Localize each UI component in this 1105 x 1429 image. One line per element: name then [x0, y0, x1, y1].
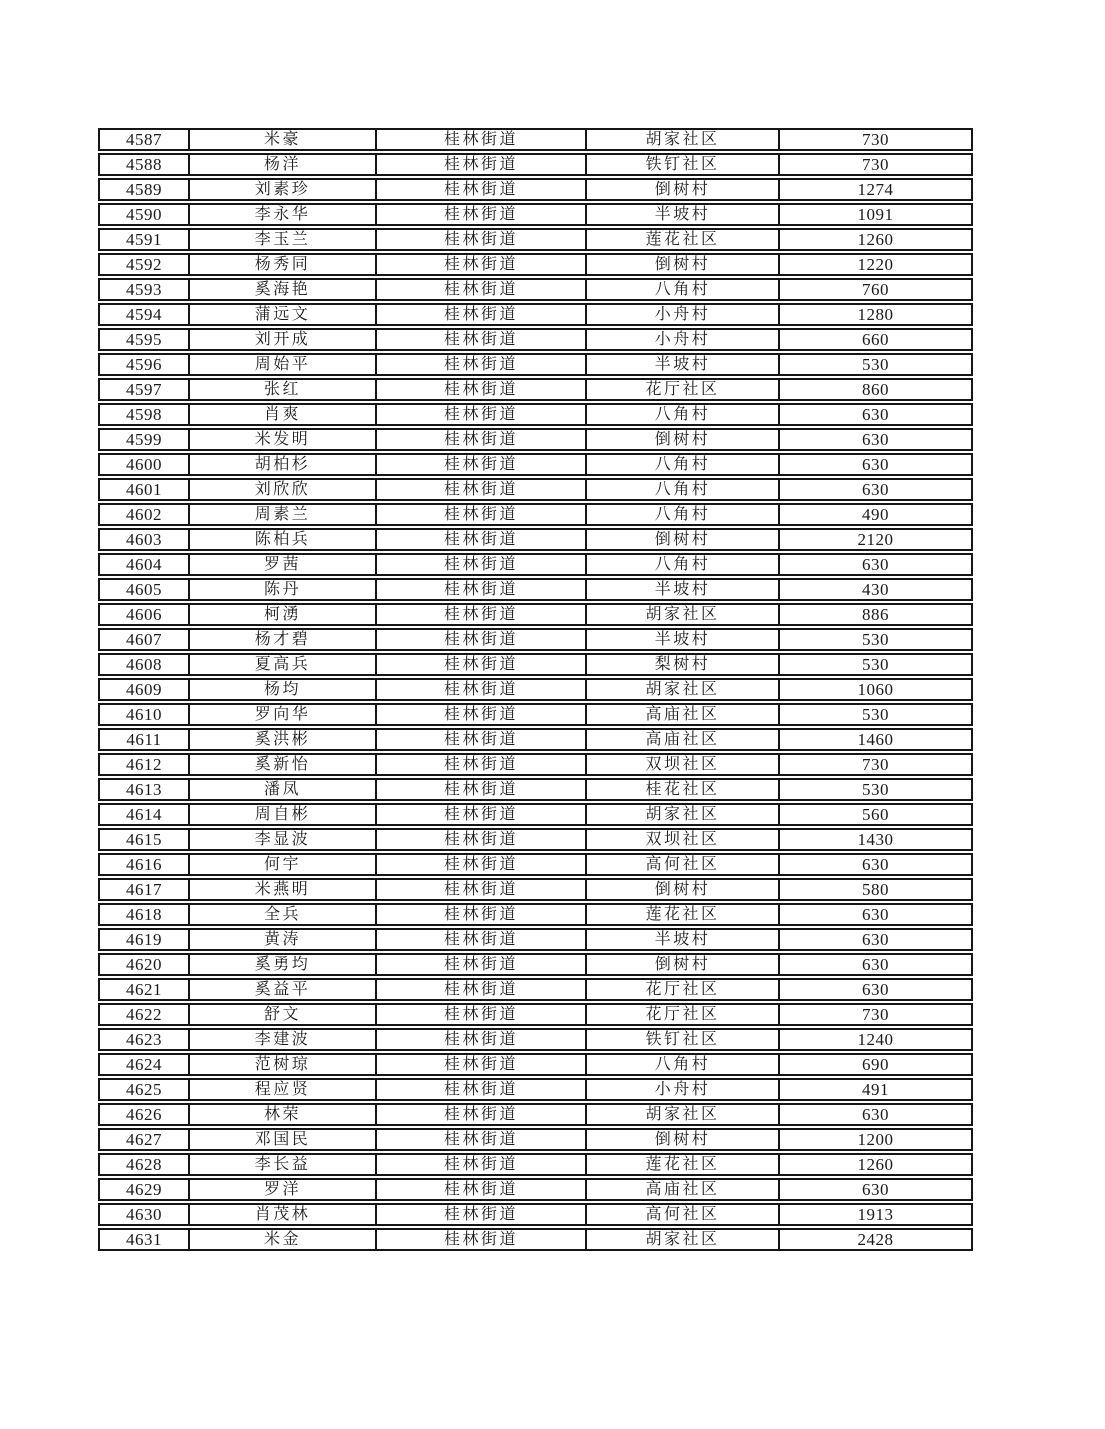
- amount-cell: 730: [780, 1003, 973, 1026]
- village-cell: 高何社区: [587, 853, 780, 876]
- street-cell: 桂林街道: [377, 328, 587, 351]
- street-cell: 桂林街道: [377, 603, 587, 626]
- street-cell: 桂林街道: [377, 478, 587, 501]
- table-row: [98, 1028, 973, 1051]
- amount-cell: 560: [780, 803, 973, 826]
- person-name-cell: 范树琼: [190, 1053, 377, 1076]
- serial-number-cell: 4625: [98, 1078, 190, 1101]
- village-cell: 半坡村: [587, 628, 780, 651]
- table-row: [98, 803, 973, 826]
- serial-number-cell: 4629: [98, 1178, 190, 1201]
- serial-number-cell: 4612: [98, 753, 190, 776]
- table-row: [98, 203, 973, 226]
- village-cell: 高庙社区: [587, 728, 780, 751]
- person-name-cell: 全兵: [190, 903, 377, 926]
- street-cell: 桂林街道: [377, 653, 587, 676]
- amount-cell: 530: [780, 628, 973, 651]
- village-cell: 双坝社区: [587, 828, 780, 851]
- table-row: [98, 178, 973, 201]
- street-cell: 桂林街道: [377, 1078, 587, 1101]
- amount-cell: 1274: [780, 178, 973, 201]
- table-row: [98, 1053, 973, 1076]
- person-name-cell: 刘素珍: [190, 178, 377, 201]
- street-cell: 桂林街道: [377, 378, 587, 401]
- person-name-cell: 张红: [190, 378, 377, 401]
- village-cell: 倒树村: [587, 878, 780, 901]
- amount-cell: 690: [780, 1053, 973, 1076]
- amount-cell: 430: [780, 578, 973, 601]
- table-row: [98, 628, 973, 651]
- amount-cell: 630: [780, 1103, 973, 1126]
- street-cell: 桂林街道: [377, 153, 587, 176]
- person-name-cell: 杨均: [190, 678, 377, 701]
- person-name-cell: 奚勇均: [190, 953, 377, 976]
- table-row: [98, 1128, 973, 1151]
- street-cell: 桂林街道: [377, 703, 587, 726]
- person-name-cell: 柯湧: [190, 603, 377, 626]
- village-cell: 梨树村: [587, 653, 780, 676]
- amount-cell: 630: [780, 1178, 973, 1201]
- serial-number-cell: 4596: [98, 353, 190, 376]
- village-cell: 铁钉社区: [587, 1028, 780, 1051]
- street-cell: 桂林街道: [377, 203, 587, 226]
- village-cell: 半坡村: [587, 353, 780, 376]
- serial-number-cell: 4626: [98, 1103, 190, 1126]
- serial-number-cell: 4619: [98, 928, 190, 951]
- person-name-cell: 罗向华: [190, 703, 377, 726]
- amount-cell: 886: [780, 603, 973, 626]
- amount-cell: 630: [780, 928, 973, 951]
- serial-number-cell: 4589: [98, 178, 190, 201]
- street-cell: 桂林街道: [377, 953, 587, 976]
- serial-number-cell: 4611: [98, 728, 190, 751]
- amount-cell: 1913: [780, 1203, 973, 1226]
- street-cell: 桂林街道: [377, 978, 587, 1001]
- person-name-cell: 李建波: [190, 1028, 377, 1051]
- serial-number-cell: 4631: [98, 1228, 190, 1251]
- person-name-cell: 陈丹: [190, 578, 377, 601]
- street-cell: 桂林街道: [377, 528, 587, 551]
- village-cell: 花厅社区: [587, 978, 780, 1001]
- table-row: [98, 278, 973, 301]
- serial-number-cell: 4603: [98, 528, 190, 551]
- amount-cell: 630: [780, 453, 973, 476]
- village-cell: 双坝社区: [587, 753, 780, 776]
- village-cell: 莲花社区: [587, 1153, 780, 1176]
- amount-cell: 860: [780, 378, 973, 401]
- table-row: [98, 328, 973, 351]
- table-row: [98, 1078, 973, 1101]
- person-name-cell: 刘欣欣: [190, 478, 377, 501]
- street-cell: 桂林街道: [377, 228, 587, 251]
- village-cell: 高庙社区: [587, 1178, 780, 1201]
- street-cell: 桂林街道: [377, 253, 587, 276]
- street-cell: 桂林街道: [377, 828, 587, 851]
- serial-number-cell: 4605: [98, 578, 190, 601]
- person-name-cell: 罗洋: [190, 1178, 377, 1201]
- amount-cell: 1460: [780, 728, 973, 751]
- street-cell: 桂林街道: [377, 1228, 587, 1251]
- table-row: [98, 453, 973, 476]
- serial-number-cell: 4624: [98, 1053, 190, 1076]
- village-cell: 半坡村: [587, 203, 780, 226]
- village-cell: 八角村: [587, 1053, 780, 1076]
- amount-cell: 630: [780, 978, 973, 1001]
- street-cell: 桂林街道: [377, 1103, 587, 1126]
- serial-number-cell: 4592: [98, 253, 190, 276]
- serial-number-cell: 4620: [98, 953, 190, 976]
- serial-number-cell: 4594: [98, 303, 190, 326]
- table-row: [98, 1153, 973, 1176]
- table-row: [98, 428, 973, 451]
- village-cell: 胡家社区: [587, 1103, 780, 1126]
- village-cell: 倒树村: [587, 178, 780, 201]
- street-cell: 桂林街道: [377, 1128, 587, 1151]
- village-cell: 铁钉社区: [587, 153, 780, 176]
- person-name-cell: 杨洋: [190, 153, 377, 176]
- street-cell: 桂林街道: [377, 278, 587, 301]
- street-cell: 桂林街道: [377, 628, 587, 651]
- serial-number-cell: 4630: [98, 1203, 190, 1226]
- person-name-cell: 林荣: [190, 1103, 377, 1126]
- street-cell: 桂林街道: [377, 403, 587, 426]
- village-cell: 小舟村: [587, 328, 780, 351]
- table-row: [98, 828, 973, 851]
- village-cell: 胡家社区: [587, 603, 780, 626]
- person-name-cell: 米豪: [190, 128, 377, 151]
- table-row: [98, 1228, 973, 1251]
- person-name-cell: 肖爽: [190, 403, 377, 426]
- table-row: [98, 878, 973, 901]
- amount-cell: 530: [780, 653, 973, 676]
- amount-cell: 760: [780, 278, 973, 301]
- street-cell: 桂林街道: [377, 928, 587, 951]
- table-row: [98, 903, 973, 926]
- table-row: [98, 253, 973, 276]
- serial-number-cell: 4609: [98, 678, 190, 701]
- amount-cell: 630: [780, 853, 973, 876]
- amount-cell: 2428: [780, 1228, 973, 1251]
- person-name-cell: 李玉兰: [190, 228, 377, 251]
- village-cell: 倒树村: [587, 253, 780, 276]
- table-row: [98, 753, 973, 776]
- street-cell: 桂林街道: [377, 128, 587, 151]
- street-cell: 桂林街道: [377, 728, 587, 751]
- person-name-cell: 奚海艳: [190, 278, 377, 301]
- street-cell: 桂林街道: [377, 903, 587, 926]
- table-row: [98, 1103, 973, 1126]
- person-name-cell: 米金: [190, 1228, 377, 1251]
- person-name-cell: 蒲远文: [190, 303, 377, 326]
- serial-number-cell: 4599: [98, 428, 190, 451]
- street-cell: 桂林街道: [377, 178, 587, 201]
- table-row: [98, 303, 973, 326]
- person-name-cell: 周素兰: [190, 503, 377, 526]
- village-cell: 倒树村: [587, 953, 780, 976]
- amount-cell: 1091: [780, 203, 973, 226]
- person-name-cell: 陈柏兵: [190, 528, 377, 551]
- street-cell: 桂林街道: [377, 678, 587, 701]
- table-row: [98, 578, 973, 601]
- amount-cell: 630: [780, 403, 973, 426]
- street-cell: 桂林街道: [377, 853, 587, 876]
- person-name-cell: 杨秀同: [190, 253, 377, 276]
- serial-number-cell: 4628: [98, 1153, 190, 1176]
- serial-number-cell: 4607: [98, 628, 190, 651]
- table-row: [98, 228, 973, 251]
- table-row: [98, 403, 973, 426]
- serial-number-cell: 4608: [98, 653, 190, 676]
- serial-number-cell: 4593: [98, 278, 190, 301]
- serial-number-cell: 4627: [98, 1128, 190, 1151]
- amount-cell: 1060: [780, 678, 973, 701]
- amount-cell: 1280: [780, 303, 973, 326]
- table-row: [98, 678, 973, 701]
- street-cell: 桂林街道: [377, 1003, 587, 1026]
- person-name-cell: 舒文: [190, 1003, 377, 1026]
- village-cell: 桂花社区: [587, 778, 780, 801]
- table-row: [98, 378, 973, 401]
- amount-cell: 490: [780, 503, 973, 526]
- person-name-cell: 李显波: [190, 828, 377, 851]
- village-cell: 胡家社区: [587, 128, 780, 151]
- amount-cell: 630: [780, 903, 973, 926]
- table-row: [98, 653, 973, 676]
- person-name-cell: 奚洪彬: [190, 728, 377, 751]
- village-cell: 小舟村: [587, 1078, 780, 1101]
- village-cell: 八角村: [587, 503, 780, 526]
- village-cell: 倒树村: [587, 428, 780, 451]
- serial-number-cell: 4610: [98, 703, 190, 726]
- street-cell: 桂林街道: [377, 303, 587, 326]
- street-cell: 桂林街道: [377, 803, 587, 826]
- serial-number-cell: 4601: [98, 478, 190, 501]
- street-cell: 桂林街道: [377, 1178, 587, 1201]
- village-cell: 花厅社区: [587, 378, 780, 401]
- serial-number-cell: 4591: [98, 228, 190, 251]
- person-name-cell: 李永华: [190, 203, 377, 226]
- serial-number-cell: 4621: [98, 978, 190, 1001]
- serial-number-cell: 4616: [98, 853, 190, 876]
- amount-cell: 630: [780, 428, 973, 451]
- village-cell: 八角村: [587, 553, 780, 576]
- village-cell: 高庙社区: [587, 703, 780, 726]
- village-cell: 八角村: [587, 453, 780, 476]
- record-table-body: [98, 128, 973, 1251]
- serial-number-cell: 4613: [98, 778, 190, 801]
- street-cell: 桂林街道: [377, 878, 587, 901]
- serial-number-cell: 4615: [98, 828, 190, 851]
- serial-number-cell: 4617: [98, 878, 190, 901]
- amount-cell: 491: [780, 1078, 973, 1101]
- serial-number-cell: 4590: [98, 203, 190, 226]
- street-cell: 桂林街道: [377, 553, 587, 576]
- village-cell: 八角村: [587, 278, 780, 301]
- table-row: [98, 153, 973, 176]
- village-cell: 倒树村: [587, 528, 780, 551]
- person-name-cell: 奚新怡: [190, 753, 377, 776]
- village-cell: 胡家社区: [587, 803, 780, 826]
- amount-cell: 630: [780, 553, 973, 576]
- street-cell: 桂林街道: [377, 1053, 587, 1076]
- village-cell: 胡家社区: [587, 1228, 780, 1251]
- person-name-cell: 周自彬: [190, 803, 377, 826]
- table-row: [98, 1178, 973, 1201]
- street-cell: 桂林街道: [377, 753, 587, 776]
- person-name-cell: 胡柏杉: [190, 453, 377, 476]
- table-row: [98, 503, 973, 526]
- table-row: [98, 1203, 973, 1226]
- table-row: [98, 978, 973, 1001]
- person-name-cell: 肖茂林: [190, 1203, 377, 1226]
- table-row: [98, 928, 973, 951]
- amount-cell: 630: [780, 953, 973, 976]
- amount-cell: 1260: [780, 1153, 973, 1176]
- serial-number-cell: 4614: [98, 803, 190, 826]
- person-name-cell: 周始平: [190, 353, 377, 376]
- amount-cell: 530: [780, 353, 973, 376]
- village-cell: 小舟村: [587, 303, 780, 326]
- record-table: [98, 126, 973, 1253]
- amount-cell: 630: [780, 478, 973, 501]
- amount-cell: 1240: [780, 1028, 973, 1051]
- amount-cell: 730: [780, 153, 973, 176]
- serial-number-cell: 4622: [98, 1003, 190, 1026]
- street-cell: 桂林街道: [377, 503, 587, 526]
- amount-cell: 530: [780, 703, 973, 726]
- person-name-cell: 罗茜: [190, 553, 377, 576]
- table-row: [98, 603, 973, 626]
- amount-cell: 730: [780, 128, 973, 151]
- street-cell: 桂林街道: [377, 428, 587, 451]
- village-cell: 八角村: [587, 403, 780, 426]
- serial-number-cell: 4597: [98, 378, 190, 401]
- person-name-cell: 程应贤: [190, 1078, 377, 1101]
- amount-cell: 1260: [780, 228, 973, 251]
- village-cell: 莲花社区: [587, 903, 780, 926]
- person-name-cell: 奚益平: [190, 978, 377, 1001]
- table-row: [98, 353, 973, 376]
- street-cell: 桂林街道: [377, 1028, 587, 1051]
- village-cell: 高何社区: [587, 1203, 780, 1226]
- table-row: [98, 728, 973, 751]
- village-cell: 半坡村: [587, 928, 780, 951]
- street-cell: 桂林街道: [377, 578, 587, 601]
- street-cell: 桂林街道: [377, 353, 587, 376]
- table-row: [98, 128, 973, 151]
- serial-number-cell: 4598: [98, 403, 190, 426]
- person-name-cell: 李长益: [190, 1153, 377, 1176]
- person-name-cell: 米发明: [190, 428, 377, 451]
- amount-cell: 730: [780, 753, 973, 776]
- table-row: [98, 1003, 973, 1026]
- person-name-cell: 夏高兵: [190, 653, 377, 676]
- table-row: [98, 553, 973, 576]
- serial-number-cell: 4588: [98, 153, 190, 176]
- serial-number-cell: 4600: [98, 453, 190, 476]
- serial-number-cell: 4587: [98, 128, 190, 151]
- village-cell: 半坡村: [587, 578, 780, 601]
- village-cell: 莲花社区: [587, 228, 780, 251]
- serial-number-cell: 4595: [98, 328, 190, 351]
- street-cell: 桂林街道: [377, 778, 587, 801]
- street-cell: 桂林街道: [377, 1153, 587, 1176]
- table-row: [98, 528, 973, 551]
- serial-number-cell: 4618: [98, 903, 190, 926]
- serial-number-cell: 4623: [98, 1028, 190, 1051]
- table-row: [98, 478, 973, 501]
- amount-cell: 660: [780, 328, 973, 351]
- amount-cell: 1430: [780, 828, 973, 851]
- amount-cell: 530: [780, 778, 973, 801]
- village-cell: 花厅社区: [587, 1003, 780, 1026]
- person-name-cell: 何宇: [190, 853, 377, 876]
- amount-cell: 1200: [780, 1128, 973, 1151]
- village-cell: 胡家社区: [587, 678, 780, 701]
- table-row: [98, 703, 973, 726]
- person-name-cell: 黄涛: [190, 928, 377, 951]
- amount-cell: 1220: [780, 253, 973, 276]
- amount-cell: 2120: [780, 528, 973, 551]
- person-name-cell: 邓国民: [190, 1128, 377, 1151]
- village-cell: 八角村: [587, 478, 780, 501]
- serial-number-cell: 4606: [98, 603, 190, 626]
- amount-cell: 580: [780, 878, 973, 901]
- person-name-cell: 潘凤: [190, 778, 377, 801]
- street-cell: 桂林街道: [377, 453, 587, 476]
- person-name-cell: 杨才碧: [190, 628, 377, 651]
- serial-number-cell: 4604: [98, 553, 190, 576]
- serial-number-cell: 4602: [98, 503, 190, 526]
- person-name-cell: 刘开成: [190, 328, 377, 351]
- village-cell: 倒树村: [587, 1128, 780, 1151]
- table-row: [98, 778, 973, 801]
- person-name-cell: 米燕明: [190, 878, 377, 901]
- table-row: [98, 953, 973, 976]
- table-row: [98, 853, 973, 876]
- street-cell: 桂林街道: [377, 1203, 587, 1226]
